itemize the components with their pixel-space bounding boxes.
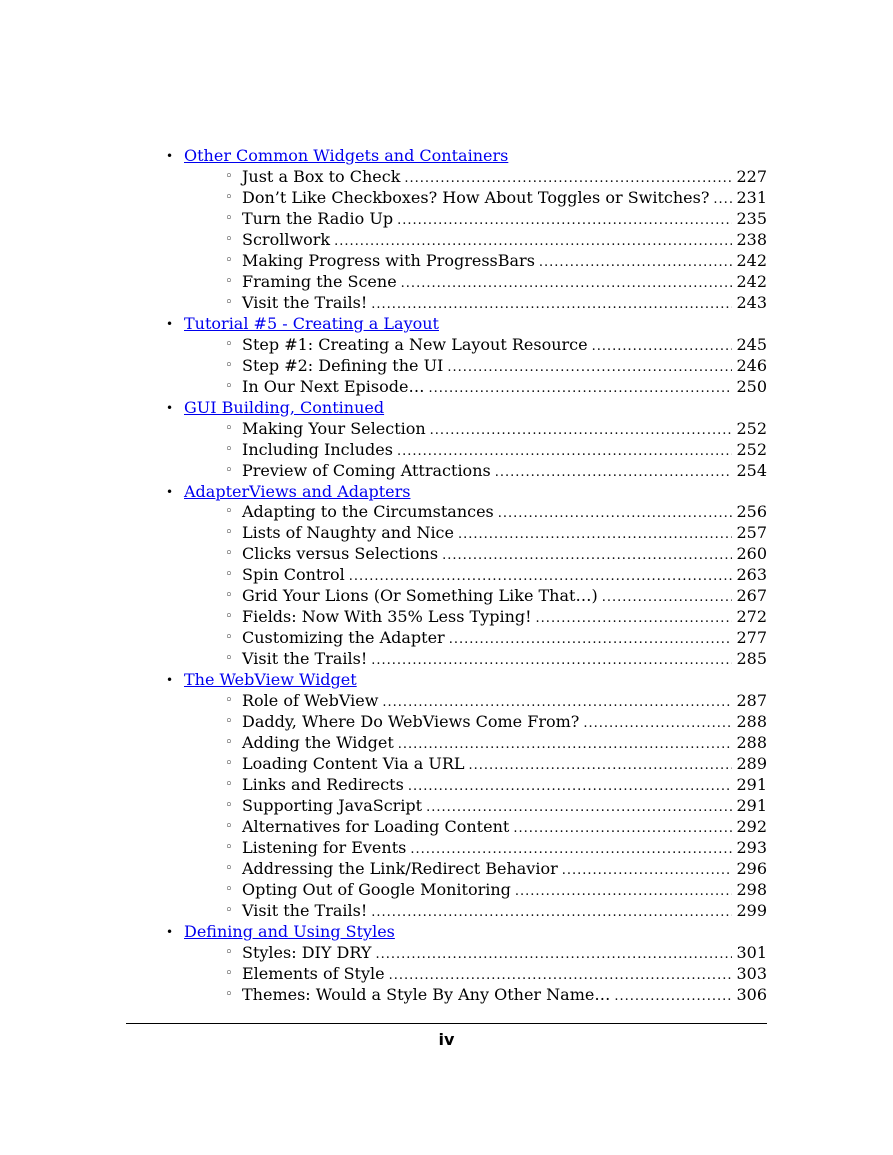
dot-leader <box>371 902 732 923</box>
circle-bullet-icon: ◦ <box>225 462 233 478</box>
circle-bullet-icon: ◦ <box>225 336 233 352</box>
page-number-ref: 292 <box>736 817 767 837</box>
section-title: Clicks versus Selections <box>242 544 439 564</box>
section-title: Opting Out of Google Monitoring <box>242 879 511 899</box>
toc-entry <box>242 942 767 965</box>
section-title: Making Your Selection <box>242 418 426 438</box>
toc-chapter <box>0 481 893 502</box>
section-title: Visit the Trails! <box>242 900 368 920</box>
toc-section <box>0 753 893 774</box>
section-title: Visit the Trails! <box>242 649 368 669</box>
toc-entry <box>242 250 767 273</box>
toc-section <box>0 501 893 522</box>
circle-bullet-icon: ◦ <box>225 651 233 667</box>
circle-bullet-icon: ◦ <box>225 756 233 772</box>
circle-bullet-icon: ◦ <box>225 567 233 583</box>
dot-leader <box>430 420 733 441</box>
page-number-ref: 293 <box>736 838 767 857</box>
toc-section <box>0 648 893 669</box>
page-number-ref: 227 <box>736 166 767 186</box>
toc-entry <box>242 732 767 755</box>
section-title: Customizing the Adapter <box>242 628 445 648</box>
section-title: Alternatives for Loading Content <box>242 817 510 837</box>
dot-leader <box>468 755 732 776</box>
dot-leader <box>495 462 733 483</box>
circle-bullet-icon: ◦ <box>225 693 233 709</box>
page-number-ref: 257 <box>736 523 767 543</box>
toc-section <box>0 963 893 984</box>
toc-section <box>0 334 893 355</box>
section-title: Elements of Style <box>242 963 385 983</box>
circle-bullet-icon: ◦ <box>225 294 233 310</box>
page-number-ref: 245 <box>736 334 767 354</box>
toc-entry <box>242 837 767 860</box>
toc-section <box>0 376 893 397</box>
section-title: Grid Your Lions (Or Something Like That…) <box>242 586 598 606</box>
page-number-ref: 303 <box>736 963 767 983</box>
toc-section <box>0 166 893 187</box>
circle-bullet-icon: ◦ <box>225 252 233 268</box>
toc-entry <box>242 543 767 566</box>
toc-entry <box>242 439 767 462</box>
toc-section <box>0 711 893 732</box>
page-number-ref: 289 <box>736 754 767 774</box>
circle-bullet-icon: ◦ <box>225 168 233 184</box>
circle-bullet-icon: ◦ <box>225 273 233 289</box>
toc-entry <box>242 753 767 776</box>
page-number-ref: 288 <box>736 733 767 753</box>
dot-leader <box>539 252 733 273</box>
dot-leader <box>713 189 732 210</box>
page-number-ref: 231 <box>736 187 767 207</box>
toc-section <box>0 879 893 900</box>
toc-entry <box>242 564 767 587</box>
circle-bullet-icon: ◦ <box>225 441 233 457</box>
toc-entry <box>242 627 767 650</box>
toc-chapter <box>0 669 893 690</box>
toc-entry <box>242 795 767 818</box>
circle-bullet-icon: ◦ <box>225 525 233 541</box>
toc-chapter <box>0 397 893 418</box>
toc-section <box>0 208 893 229</box>
page-number-ref: 291 <box>736 775 767 795</box>
circle-bullet-icon: ◦ <box>225 189 233 205</box>
section-title: Daddy, Where Do WebViews Come From? <box>242 712 580 732</box>
dot-leader <box>397 210 732 231</box>
toc-entry <box>242 522 767 545</box>
page-number: iv <box>438 1030 455 1049</box>
circle-bullet-icon: ◦ <box>225 546 233 562</box>
circle-bullet-icon: ◦ <box>225 504 233 520</box>
circle-bullet-icon: ◦ <box>225 357 233 373</box>
circle-bullet-icon: ◦ <box>225 231 233 247</box>
section-title: Loading Content Via a URL <box>242 754 465 774</box>
dot-leader <box>583 713 732 734</box>
circle-bullet-icon: ◦ <box>225 860 233 876</box>
toc-section <box>0 187 893 208</box>
toc-entry <box>242 292 767 315</box>
section-title: Themes: Would a Style By Any Other Name… <box>242 984 611 1004</box>
chapter-link[interactable]: The WebView Widget <box>184 670 357 690</box>
toc-section <box>0 837 893 858</box>
toc-entry <box>242 648 767 671</box>
bullet-icon: • <box>166 149 174 163</box>
circle-bullet-icon: ◦ <box>225 881 233 897</box>
section-title: Links and Redirects <box>242 775 404 795</box>
dot-leader <box>449 629 733 650</box>
toc-section <box>0 250 893 271</box>
page-number-ref: 301 <box>736 942 767 962</box>
chapter-link[interactable]: Defining and Using Styles <box>184 921 395 941</box>
page-number-ref: 243 <box>736 292 767 312</box>
toc-entry <box>242 166 767 189</box>
circle-bullet-icon: ◦ <box>225 609 233 625</box>
toc-entry <box>242 376 767 399</box>
dot-leader <box>592 336 733 357</box>
dot-leader <box>401 273 733 294</box>
toc-section <box>0 900 893 921</box>
toc-entry <box>242 208 767 231</box>
dot-leader <box>602 587 733 608</box>
toc-entry <box>242 774 767 797</box>
toc-section <box>0 355 893 376</box>
circle-bullet-icon: ◦ <box>225 965 233 981</box>
circle-bullet-icon: ◦ <box>225 735 233 751</box>
toc-section <box>0 543 893 564</box>
chapter-link[interactable]: Other Common Widgets and Containers <box>184 146 509 165</box>
toc-section <box>0 292 893 313</box>
dot-leader <box>382 692 732 713</box>
toc-entry <box>242 984 767 1007</box>
section-title: Step #2: Defining the UI <box>242 355 444 375</box>
dot-leader <box>371 650 732 671</box>
section-title: Adapting to the Circumstances <box>242 502 494 522</box>
dot-leader <box>513 818 732 839</box>
section-title: Role of WebView <box>242 691 379 711</box>
section-title: Including Includes <box>242 439 393 459</box>
page-number-ref: 287 <box>736 691 767 711</box>
toc-section <box>0 732 893 753</box>
toc-section <box>0 271 893 292</box>
section-title: Supporting JavaScript <box>242 796 423 816</box>
toc-section <box>0 627 893 648</box>
section-title: Just a Box to Check <box>242 166 401 186</box>
chapter-link[interactable]: AdapterViews and Adapters <box>184 481 411 501</box>
page-number-ref: 296 <box>736 858 767 878</box>
page-number-ref: 250 <box>736 376 767 396</box>
section-title: Scrollwork <box>242 229 331 249</box>
section-title: Framing the Scene <box>242 271 397 291</box>
chapter-link[interactable]: GUI Building, Continued <box>184 397 385 417</box>
section-title: Addressing the Link/Redirect Behavior <box>242 858 558 878</box>
page-number-ref: 252 <box>736 439 767 459</box>
toc-section <box>0 774 893 795</box>
toc-chapter <box>0 921 893 942</box>
circle-bullet-icon: ◦ <box>225 630 233 646</box>
toc-section <box>0 418 893 439</box>
dot-leader <box>458 524 732 545</box>
section-title: Spin Control <box>242 565 345 585</box>
toc-entry <box>242 690 767 713</box>
toc-section <box>0 439 893 460</box>
circle-bullet-icon: ◦ <box>225 944 233 960</box>
page-number-ref: 235 <box>736 208 767 228</box>
page-number-ref: 252 <box>736 418 767 438</box>
toc-entry <box>242 858 767 881</box>
page-number-ref: 256 <box>736 502 767 522</box>
section-title: Adding the Widget <box>242 733 394 753</box>
toc-entry <box>242 879 767 902</box>
dot-leader <box>389 965 733 986</box>
bullet-icon: • <box>166 316 174 331</box>
page-number-ref: 267 <box>736 586 767 606</box>
page-number-ref: 272 <box>736 607 767 627</box>
toc-section <box>0 229 893 250</box>
toc-chapter <box>0 145 893 166</box>
chapter-link[interactable]: Tutorial #5 - Creating a Layout <box>184 313 439 333</box>
toc-section <box>0 795 893 816</box>
section-title: Don’t Like Checkboxes? How About Toggles or Switches? <box>242 187 710 207</box>
page-number-ref: 263 <box>736 565 767 585</box>
toc-entry <box>242 501 767 524</box>
bullet-icon: • <box>166 924 174 939</box>
toc-entry <box>242 585 767 608</box>
page-number-ref: 298 <box>736 879 767 899</box>
section-title: Turn the Radio Up <box>242 208 394 228</box>
toc-section <box>0 858 893 879</box>
toc-entry <box>242 334 767 357</box>
section-title: Visit the Trails! <box>242 292 368 312</box>
dot-leader <box>426 797 732 818</box>
footer-rule <box>126 1023 767 1024</box>
circle-bullet-icon: ◦ <box>225 777 233 793</box>
toc-section <box>0 460 893 481</box>
section-title: Step #1: Creating a New Layout Resource <box>242 334 588 354</box>
dot-leader <box>410 839 732 860</box>
toc-section <box>0 690 893 711</box>
circle-bullet-icon: ◦ <box>225 588 233 604</box>
toc-section <box>0 564 893 585</box>
circle-bullet-icon: ◦ <box>225 840 233 855</box>
page-number-ref: 277 <box>736 628 767 648</box>
page-number-ref: 260 <box>736 544 767 564</box>
dot-leader <box>397 441 733 462</box>
page-number-ref: 242 <box>736 250 767 270</box>
toc-entry <box>242 187 767 210</box>
circle-bullet-icon: ◦ <box>225 986 233 1002</box>
toc-entry <box>242 355 767 378</box>
dot-leader <box>562 860 733 881</box>
toc-section <box>0 606 893 627</box>
dot-leader <box>614 986 732 1007</box>
page-number-ref: 285 <box>736 649 767 669</box>
dot-leader <box>371 294 732 315</box>
toc-entry <box>242 900 767 923</box>
section-title: Fields: Now With 35% Less Typing! <box>242 607 532 627</box>
page-number-ref: 254 <box>736 460 767 480</box>
section-title: Styles: DIY DRY <box>242 942 372 962</box>
toc-entry <box>242 816 767 839</box>
dot-leader <box>428 378 732 399</box>
toc-entry <box>242 963 767 986</box>
toc-entry <box>242 229 767 252</box>
bullet-icon: • <box>166 484 174 499</box>
page-number-ref: 246 <box>736 355 767 375</box>
circle-bullet-icon: ◦ <box>225 420 233 436</box>
circle-bullet-icon: ◦ <box>225 798 233 814</box>
dot-leader <box>404 168 732 189</box>
toc-entry <box>242 271 767 294</box>
page-number-ref: 291 <box>736 796 767 816</box>
toc-section <box>0 816 893 837</box>
toc-section <box>0 984 893 1005</box>
bullet-icon: • <box>166 400 174 415</box>
section-title: Lists of Naughty and Nice <box>242 523 454 543</box>
dot-leader <box>498 503 733 524</box>
toc-chapter <box>0 313 893 334</box>
toc-section <box>0 522 893 543</box>
page-number-ref: 288 <box>736 712 767 732</box>
page-number-ref: 238 <box>736 229 767 249</box>
bullet-icon: • <box>166 673 174 688</box>
dot-leader <box>398 734 733 755</box>
circle-bullet-icon: ◦ <box>225 210 233 226</box>
page-number-ref: 306 <box>736 984 767 1004</box>
toc-entry <box>242 460 767 483</box>
dot-leader <box>536 608 733 629</box>
page-number-ref: 299 <box>736 900 767 920</box>
dot-leader <box>515 881 733 902</box>
dot-leader <box>349 566 733 587</box>
toc-section <box>0 942 893 963</box>
dot-leader <box>442 545 732 566</box>
dot-leader <box>334 231 732 252</box>
toc-entry <box>242 418 767 441</box>
page-number-ref: 242 <box>736 271 767 291</box>
dot-leader <box>408 776 733 797</box>
toc-section <box>0 585 893 606</box>
dot-leader <box>447 357 732 378</box>
circle-bullet-icon: ◦ <box>225 714 233 730</box>
section-title: Making Progress with ProgressBars <box>242 250 535 270</box>
toc-entry <box>242 711 767 734</box>
dot-leader <box>375 944 732 965</box>
section-title: In Our Next Episode… <box>242 376 425 396</box>
section-title: Preview of Coming Attractions <box>242 460 491 480</box>
circle-bullet-icon: ◦ <box>225 378 233 394</box>
circle-bullet-icon: ◦ <box>225 902 233 918</box>
section-title: Listening for Events <box>242 838 407 857</box>
circle-bullet-icon: ◦ <box>225 819 233 835</box>
toc-entry <box>242 606 767 629</box>
